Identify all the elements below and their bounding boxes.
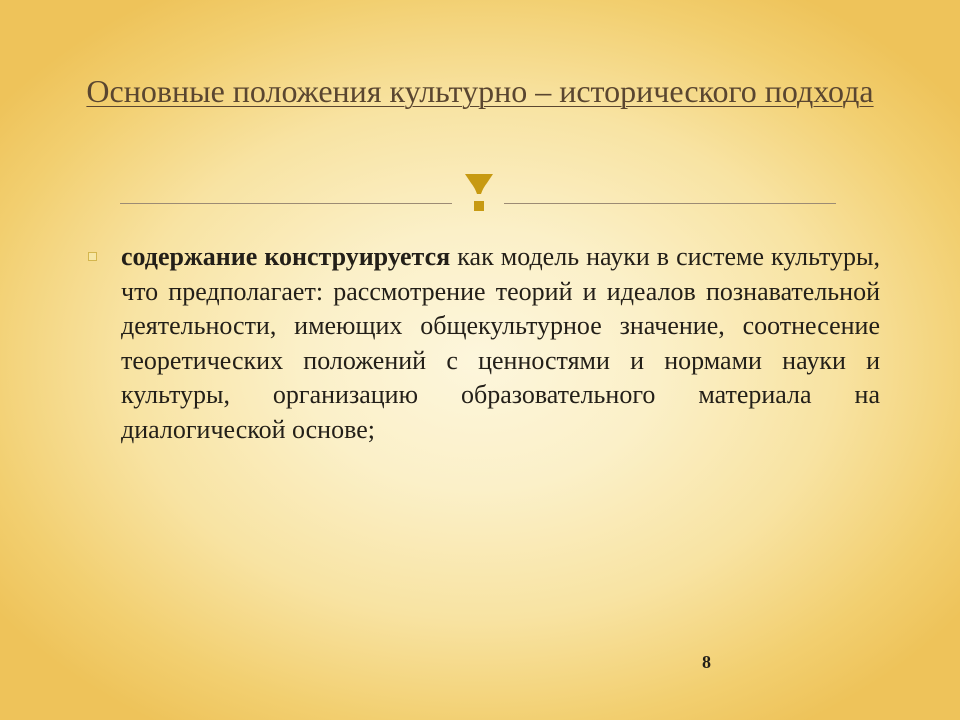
slide-title: Основные положения культурно – исторического подхода	[86, 73, 874, 109]
ornament-bottom	[474, 201, 484, 211]
bullet-item	[88, 240, 880, 447]
bullet-bold-lead: содержание конструируется	[121, 242, 451, 271]
bullet-text	[121, 240, 880, 447]
page-number: 8	[702, 652, 711, 672]
bullet-body: как модель науки в системе культуры, что предполагает: рассмотрение теорий и идеалов познавательной деятельности, имеющих общекультурное значение, соотнесение теоретических положений с ценностями и нормами науки и культуры, организацию образовательного материала на диалогической основе;	[121, 242, 881, 444]
square-bullet-icon	[88, 252, 97, 261]
ornament-icon	[464, 170, 494, 220]
title-divider	[120, 170, 836, 210]
divider-line-right	[504, 203, 836, 204]
slide-content	[88, 240, 880, 447]
divider-line-left	[120, 203, 452, 204]
ornament-top	[465, 174, 493, 194]
